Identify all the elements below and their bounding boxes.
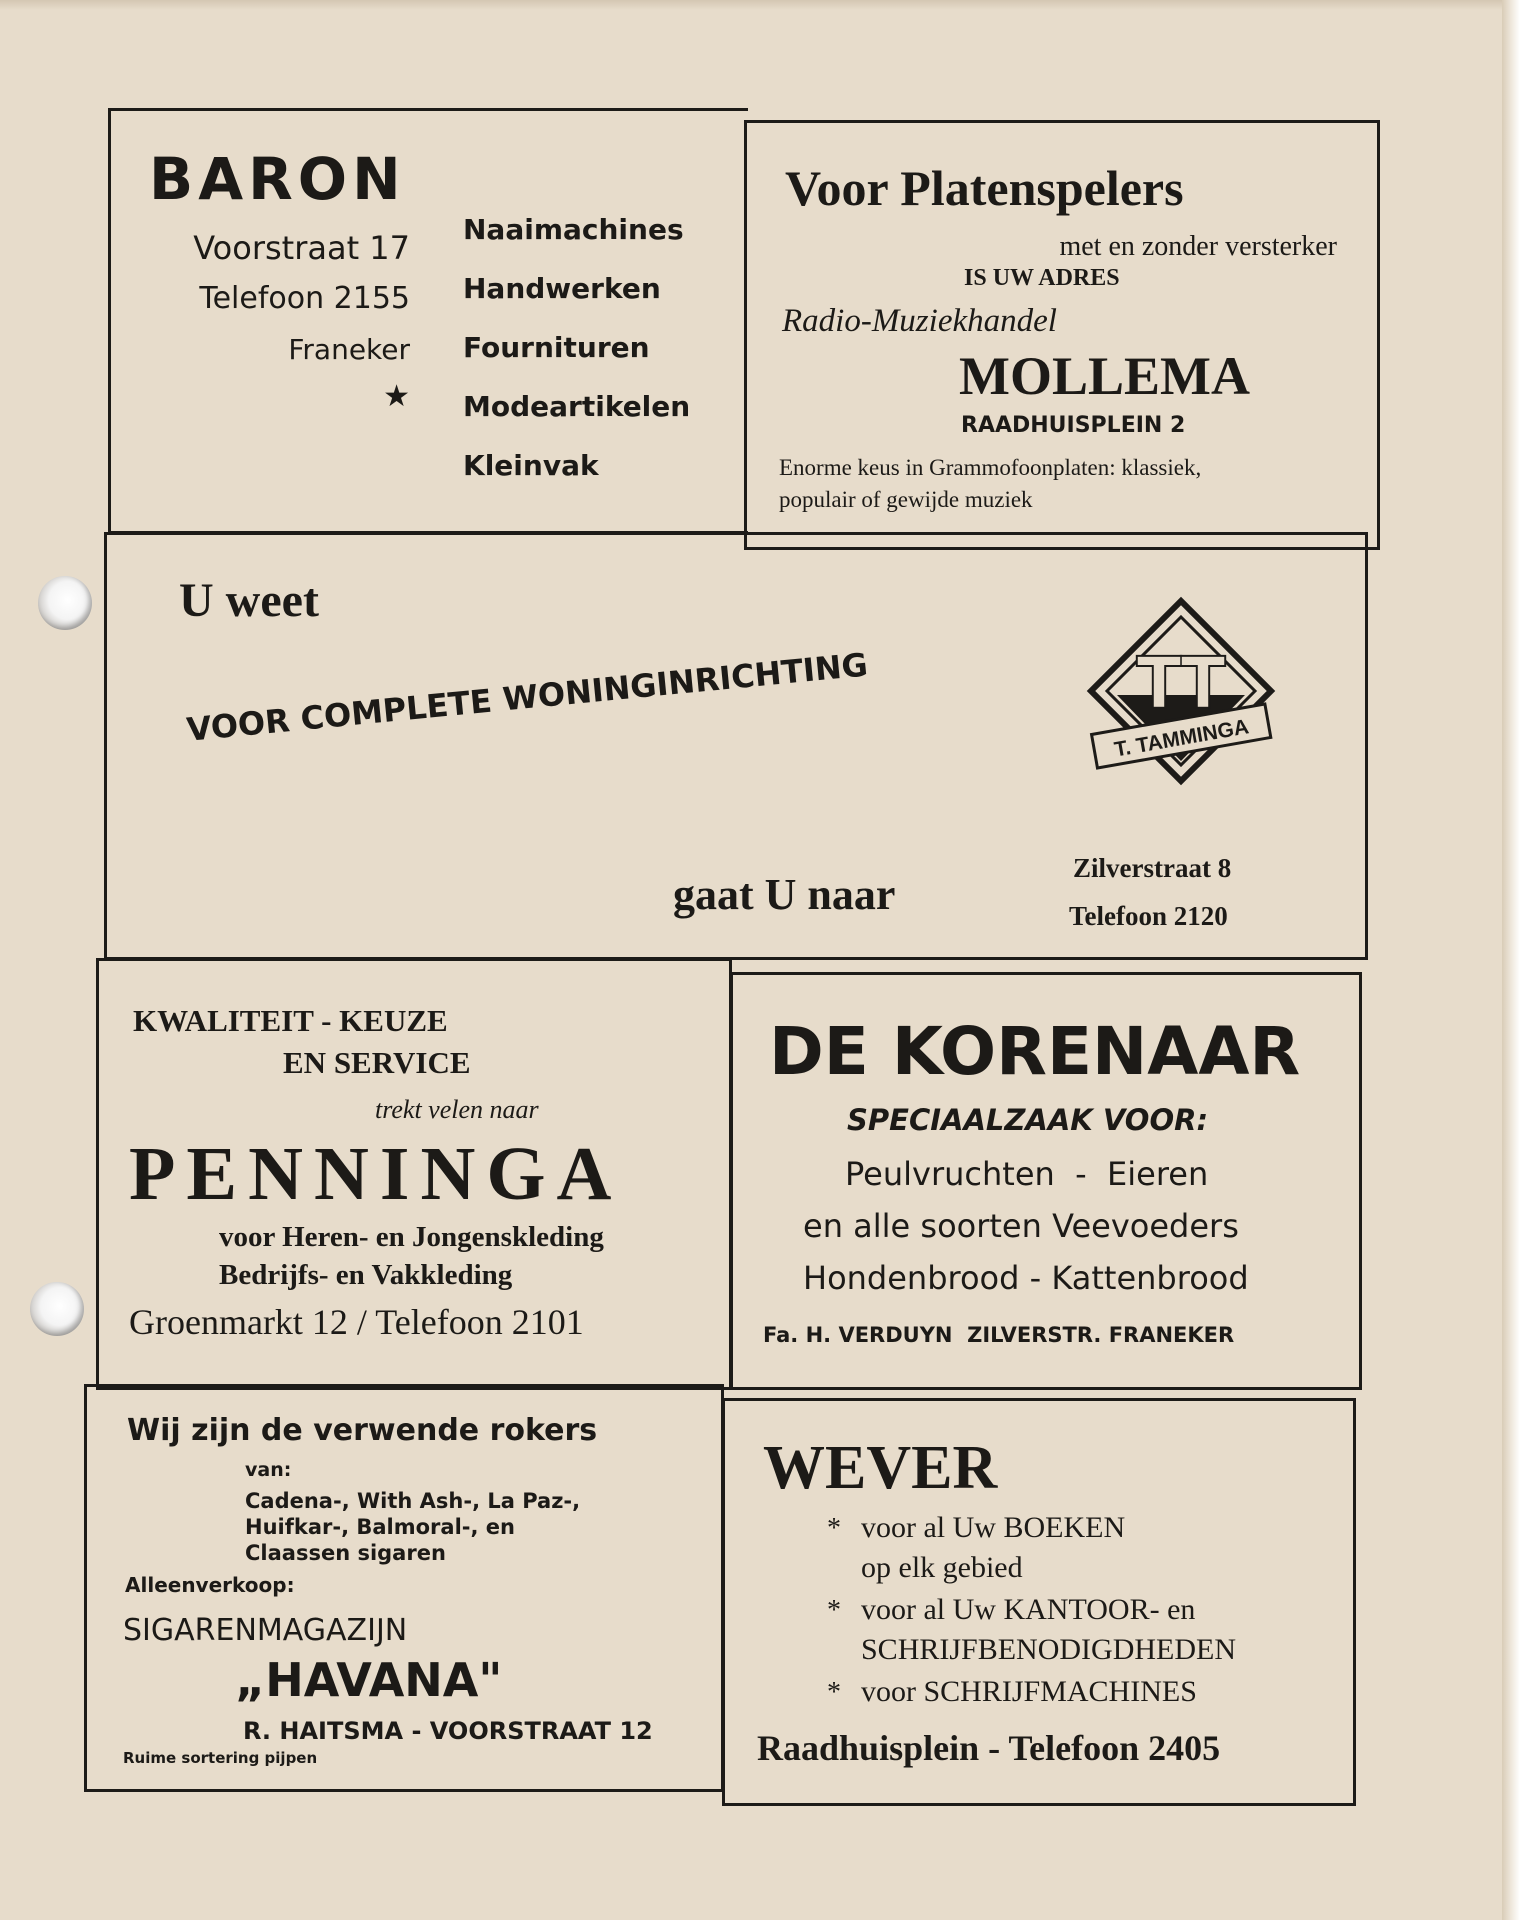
wever-bullet: *: [827, 1677, 841, 1708]
ad-korenaar: [730, 972, 1362, 1390]
baron-product: Naaimachines: [463, 213, 684, 246]
tamminga-logo-name: T. TAMMINGA: [1112, 715, 1251, 762]
mollema-shop-type: Radio-Muziekhandel: [782, 303, 1057, 339]
wever-item: voor al Uw BOEKEN: [861, 1511, 1126, 1544]
havana-brands1: Cadena-, With Ash-, La Paz-,: [245, 1489, 581, 1513]
wever-item: voor al Uw KANTOOR- en: [861, 1593, 1196, 1626]
havana-sole: Alleenverkoop:: [125, 1573, 295, 1597]
wever-item: SCHRIJFBENODIGDHEDEN: [861, 1633, 1237, 1666]
havana-owner: R. HAITSMA - VOORSTRAAT 12: [243, 1717, 653, 1745]
ad-baron: [108, 108, 748, 534]
mollema-line2: IS UW ADRES: [964, 265, 1120, 291]
tamminga-go: gaat U naar: [673, 870, 896, 919]
wever-name: WEVER: [763, 1434, 998, 1502]
havana-line2: van:: [245, 1459, 292, 1481]
mollema-address: RAADHUISPLEIN 2: [961, 413, 1186, 438]
mollema-footer1: Enorme keus in Grammofoonplaten: klassiek,: [779, 455, 1202, 480]
baron-address: Voorstraat 17: [193, 229, 410, 267]
mollema-name: MOLLEMA: [959, 346, 1250, 406]
korenaar-footer: Fa. H. VERDUYN ZILVERSTR. FRANEKER: [763, 1323, 1235, 1347]
wever-item: voor SCHRIJFMACHINES: [861, 1675, 1197, 1708]
ad-tamminga: [104, 532, 1368, 960]
wever-item: op elk gebied: [861, 1551, 1023, 1584]
penninga-address: Groenmarkt 12 / Telefoon 2101: [129, 1302, 584, 1342]
tamminga-logo-letters: TT: [1137, 643, 1225, 723]
havana-store: SIGARENMAGAZIJN: [123, 1613, 408, 1648]
baron-product: Handwerken: [463, 272, 661, 305]
penninga-line2: EN SERVICE: [283, 1045, 471, 1080]
ad-penninga: [96, 958, 732, 1390]
korenaar-subtitle: SPECIAALZAAK VOOR:: [847, 1103, 1209, 1137]
baron-city: Franeker: [288, 333, 410, 366]
penninga-line1: KWALITEIT - KEUZE: [133, 1003, 448, 1038]
korenaar-line1: Peulvruchten - Eieren: [845, 1155, 1209, 1193]
ad-havana: [84, 1384, 724, 1792]
ad-mollema: [744, 120, 1380, 550]
wever-bullet: *: [827, 1513, 841, 1544]
penninga-line3: trekt velen naar: [375, 1095, 539, 1124]
tamminga-slogan: VOOR COMPLETE WONINGINRICHTING: [185, 645, 870, 749]
havana-brands3: Claassen sigaren: [245, 1541, 446, 1565]
havana-line1: Wij zijn de verwende rokers: [127, 1413, 598, 1448]
baron-product: Kleinvak: [463, 449, 599, 482]
tamminga-phone: Telefoon 2120: [1069, 901, 1228, 931]
baron-star: ★: [383, 379, 410, 414]
mollema-footer2: populair of gewijde muziek: [779, 487, 1033, 512]
baron-phone: Telefoon 2155: [199, 281, 410, 316]
ad-wever: [722, 1398, 1356, 1806]
tamminga-intro: U weet: [179, 574, 319, 627]
tamminga-logo-icon: [1081, 595, 1281, 795]
korenaar-name: DE KORENAAR: [769, 1013, 1301, 1090]
penninga-line5: Bedrijfs- en Vakkleding: [219, 1259, 513, 1291]
havana-footer: Ruime sortering pijpen: [123, 1749, 318, 1767]
baron-product: Modeartikelen: [463, 390, 691, 423]
baron-product: Fournituren: [463, 331, 650, 364]
baron-name: BARON: [149, 145, 406, 213]
havana-brands2: Huifkar-, Balmoral-, en: [245, 1515, 515, 1539]
wever-bullet: *: [827, 1595, 841, 1626]
tamminga-address: Zilverstraat 8: [1073, 853, 1232, 883]
penninga-name: PENNINGA: [129, 1132, 623, 1216]
mollema-line1: met en zonder versterker: [1059, 231, 1337, 262]
korenaar-line2: en alle soorten Veevoeders: [803, 1207, 1239, 1245]
korenaar-line3: Hondenbrood - Kattenbrood: [803, 1259, 1249, 1297]
havana-name: „HAVANA": [235, 1653, 503, 1707]
penninga-line4: voor Heren- en Jongenskleding: [219, 1221, 604, 1253]
wever-footer: Raadhuisplein - Telefoon 2405: [757, 1728, 1221, 1768]
mollema-heading: Voor Platenspelers: [785, 160, 1184, 216]
